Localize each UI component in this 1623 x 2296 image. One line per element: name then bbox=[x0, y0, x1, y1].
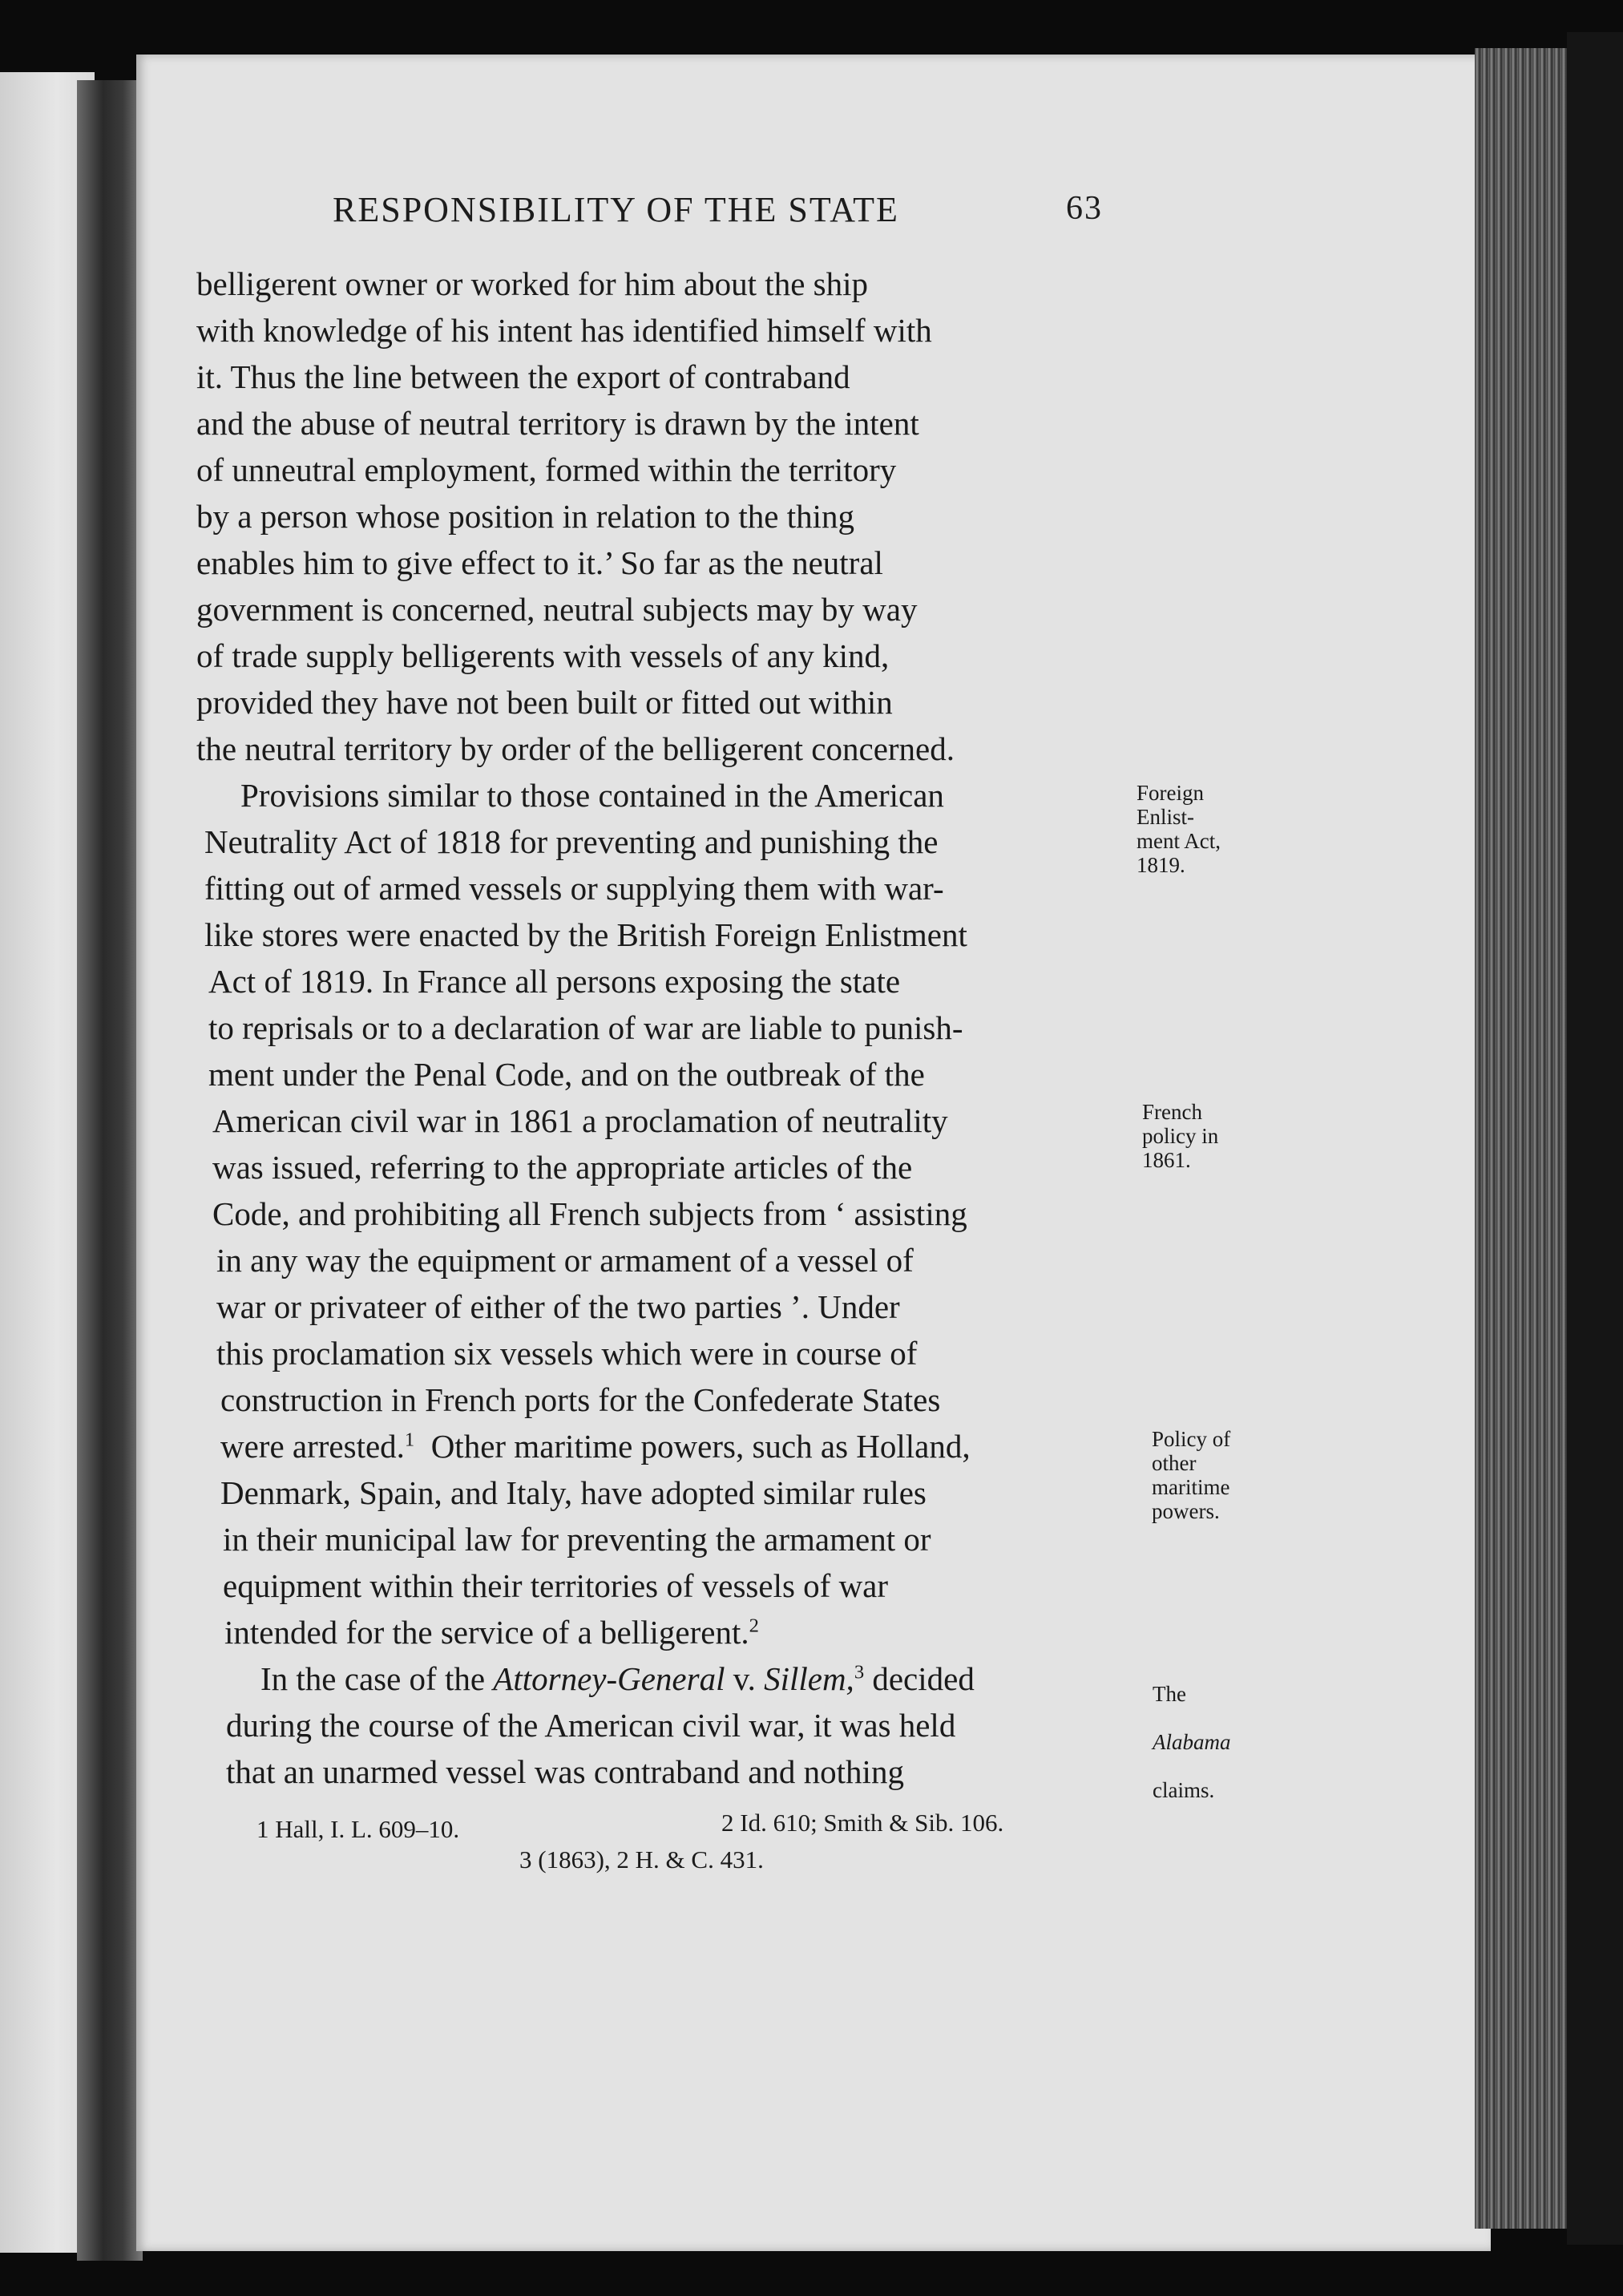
body-text: In the case of the bbox=[260, 1660, 486, 1697]
body-line: by a person whose position in relation to the thing bbox=[196, 498, 855, 535]
body-line: Provisions similar to those contained in the American bbox=[240, 777, 944, 814]
body-line: American civil war in 1861 a proclamation of neutrality bbox=[212, 1102, 948, 1139]
body-line bbox=[224, 1613, 759, 1651]
scan-background bbox=[1567, 32, 1623, 2245]
body-line: that an unarmed vessel was contraband and nothing bbox=[226, 1753, 904, 1790]
page-edge-stack bbox=[1475, 48, 1571, 2229]
page-number: 63 bbox=[1066, 190, 1103, 227]
body-line: ment under the Penal Code, and on the outbreak of the bbox=[208, 1056, 925, 1093]
footnote-ref: 1 bbox=[404, 1429, 415, 1451]
body-text: were arrested. bbox=[220, 1428, 405, 1465]
body-line bbox=[260, 1659, 975, 1698]
book-gutter bbox=[77, 80, 143, 2261]
body-text: Other maritime powers, such as Holland, bbox=[430, 1428, 971, 1465]
body-line: government is concerned, neutral subjects may by way bbox=[196, 591, 918, 628]
sidenote-text: Alabama bbox=[1153, 1730, 1231, 1754]
body-line: enables him to give effect to it.’ So far as the neutral bbox=[196, 544, 883, 581]
footnote: 1 Hall, I. L. 609–10. bbox=[256, 1815, 460, 1843]
body-line: to reprisals or to a declaration of war are liable to punish- bbox=[208, 1009, 963, 1046]
footnote-ref: 2 bbox=[749, 1615, 759, 1637]
footnote: 3 (1863), 2 H. & C. 431. bbox=[519, 1845, 764, 1874]
footnote: 2 Id. 610; Smith & Sib. 106. bbox=[721, 1809, 1004, 1837]
body-line: of trade supply belligerents with vessels of any kind, bbox=[196, 637, 890, 674]
body-line: and the abuse of neutral territory is drawn by the intent bbox=[196, 405, 919, 442]
body-line: of unneutral employment, formed within the territory bbox=[196, 451, 897, 488]
body-line: in any way the equipment or armament of a vessel of bbox=[216, 1242, 914, 1279]
sidenote-alabama-claims bbox=[1153, 1658, 1231, 1802]
body-line: Neutrality Act of 1818 for preventing and punishing the bbox=[204, 823, 939, 860]
sidenote-french-policy: French policy in 1861. bbox=[1142, 1100, 1219, 1172]
body-line: in their municipal law for preventing the armament or bbox=[223, 1521, 931, 1558]
body-line: was issued, referring to the appropriate articles of the bbox=[212, 1149, 913, 1186]
body-line: Denmark, Spain, and Italy, have adopted similar rules bbox=[220, 1474, 927, 1511]
body-line: belligerent owner or worked for him about the ship bbox=[196, 265, 868, 302]
footnote-ref: 3 bbox=[854, 1661, 865, 1684]
body-text: v. bbox=[733, 1660, 756, 1697]
body-text: intended for the service of a belligerent. bbox=[224, 1614, 749, 1651]
body-line: like stores were enacted by the British Foreign Enlistment bbox=[204, 916, 967, 953]
body-line: Act of 1819. In France all persons exposing the state bbox=[208, 963, 901, 1000]
body-line: construction in French ports for the Confederate States bbox=[220, 1381, 941, 1418]
body-line: with knowledge of his intent has identified himself with bbox=[196, 312, 932, 349]
body-line: equipment within their territories of vessels of war bbox=[223, 1567, 889, 1604]
body-text: decided bbox=[872, 1660, 975, 1697]
sidenote-other-maritime-powers: Policy of other maritime powers. bbox=[1152, 1427, 1231, 1523]
sidenote-text: The bbox=[1153, 1682, 1186, 1706]
sidenote-text: claims. bbox=[1153, 1778, 1215, 1802]
body-line: fitting out of armed vessels or supplying them with war- bbox=[204, 870, 944, 907]
case-name: Sillem, bbox=[764, 1660, 854, 1697]
body-line: provided they have not been built or fitted out within bbox=[196, 684, 893, 721]
page-title: RESPONSIBILITY OF THE STATE bbox=[333, 190, 899, 229]
body-line: the neutral territory by order of the belligerent concerned. bbox=[196, 730, 955, 767]
case-name: Attorney-General bbox=[493, 1660, 725, 1697]
sidenote-foreign-enlistment-act: Foreign Enlist- ment Act, 1819. bbox=[1137, 781, 1221, 877]
body-line: Code, and prohibiting all French subjects from ‘ assisting bbox=[212, 1195, 967, 1232]
body-line: this proclamation six vessels which were in course of bbox=[216, 1335, 918, 1372]
body-line: during the course of the American civil war, it was held bbox=[226, 1707, 956, 1744]
body-line: it. Thus the line between the export of contraband bbox=[196, 358, 850, 395]
body-line bbox=[220, 1427, 971, 1465]
body-line: war or privateer of either of the two parties ’. Under bbox=[216, 1288, 900, 1325]
